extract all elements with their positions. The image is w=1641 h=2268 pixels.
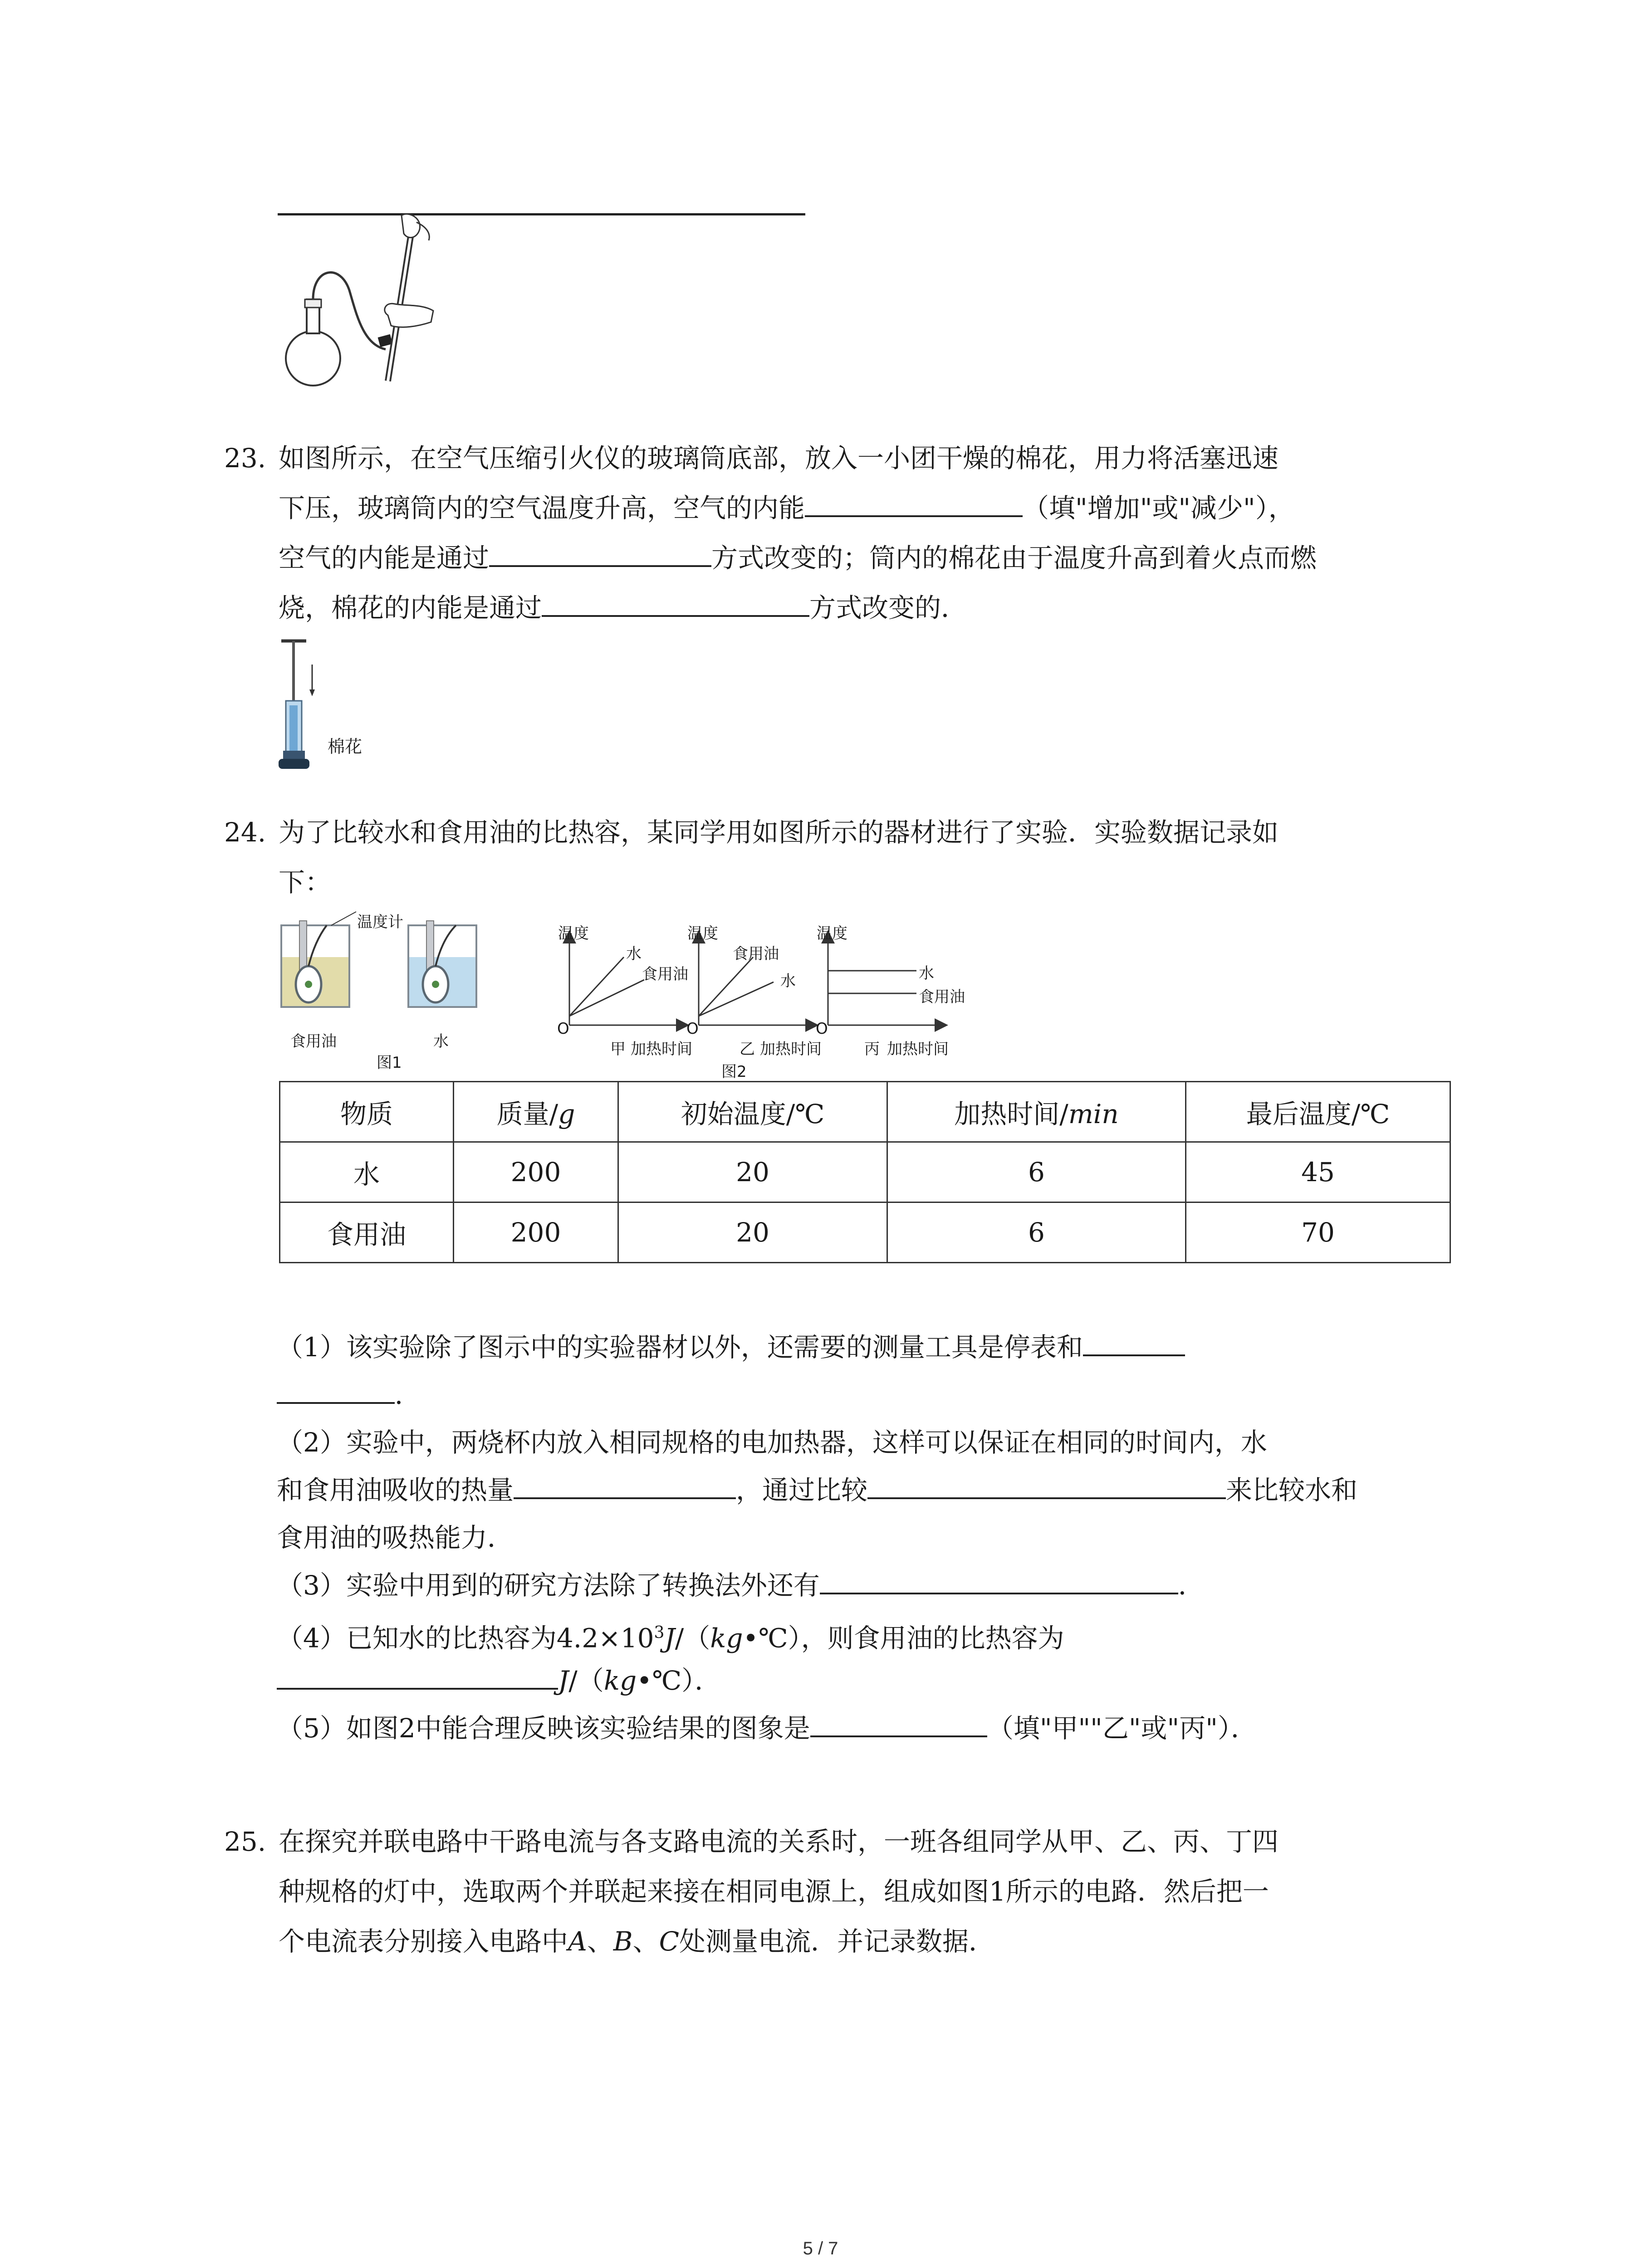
unit-kg: kg	[603, 1665, 637, 1696]
separator: 、	[632, 1926, 659, 1957]
graph-yi-oil-line	[699, 957, 753, 1016]
graph-bing-ylabel: 温度	[817, 924, 847, 943]
q25-line-1: 在探究并联电路中干路电流与各支路电流的关系时，一班各组同学从甲、乙、丙、丁四	[279, 1826, 1279, 1857]
thermometer-label: 温度计	[357, 913, 403, 931]
answer-blank[interactable]	[489, 537, 711, 567]
answer-blank[interactable]	[514, 1469, 736, 1499]
table-cell: 200	[454, 1202, 618, 1263]
q23-line-2-text: 下压，玻璃筒内的空气温度升高，空气的内能	[279, 493, 805, 523]
q24-line-1: 为了比较水和食用油的比热容，某同学用如图所示的器材进行了实验．实验数据记录如	[279, 817, 1279, 848]
table-cell: 6	[887, 1142, 1186, 1202]
graph-jia-xlabel: 加热时间	[631, 1040, 692, 1058]
q23-line-2	[279, 483, 1295, 533]
q25-line-3	[279, 1916, 995, 1966]
oil-label: 食用油	[290, 1032, 337, 1051]
q23-line-1: 如图所示，在空气压缩引火仪的玻璃筒底部，放入一小团干燥的棉花，用力将活塞迅速	[279, 443, 1279, 474]
sub-question-4-cont	[277, 1656, 721, 1706]
unit-sep: /（	[568, 1665, 604, 1696]
answer-blank[interactable]	[1083, 1326, 1185, 1356]
graph-yi-panel: 乙	[740, 1040, 755, 1058]
sub-question-2-text-mid: ，通过比较	[736, 1475, 868, 1505]
q25-line-3-text: 个电流表分别接入电路中	[279, 1926, 568, 1957]
table-row	[280, 1202, 1450, 1263]
graph-yi-water-line	[699, 982, 774, 1016]
q23-line-4-text-end: 方式改变的．	[809, 592, 968, 623]
unit-sep: /（	[675, 1623, 710, 1654]
sub-question-1-end: ．	[395, 1379, 421, 1410]
table-header-row	[280, 1082, 1450, 1142]
water-label: 水	[433, 1032, 449, 1051]
graph-bing-origin: O	[816, 1020, 828, 1038]
graph-jia-water-label: 水	[626, 945, 642, 963]
table-cell: 食用油	[280, 1202, 454, 1263]
sub-question-2-text-end: 来比较水和	[1226, 1475, 1358, 1505]
unit-j: J	[558, 1665, 569, 1696]
q25-line-2: 种规格的灯中，选取两个并联起来接在相同电源上，组成如图1所示的电路．然后把一	[279, 1876, 1269, 1907]
q24-line-2: 下：	[279, 867, 332, 898]
graph-jia-panel: 甲	[610, 1040, 626, 1058]
answer-blank[interactable]	[542, 587, 809, 617]
answer-blank[interactable]	[277, 1660, 558, 1690]
table-cell: 6	[887, 1202, 1186, 1263]
graph-jia-ylabel: 温度	[558, 924, 589, 943]
cotton-label: 棉花	[328, 737, 362, 757]
table-header-cell: 加热时间/min	[887, 1082, 1186, 1142]
graph-yi-ylabel: 温度	[687, 924, 718, 943]
question-25	[224, 1817, 1458, 1966]
sub-question-3-end: ．	[1178, 1570, 1205, 1601]
page-number: 5 / 7	[803, 2239, 838, 2258]
answer-blank[interactable]	[867, 1469, 1226, 1499]
table-row	[280, 1142, 1450, 1202]
sub-question-2: （2）实验中，两烧杯内放入相同规格的电加热器，这样可以保证在相同的时间内，水	[277, 1427, 1267, 1458]
answer-blank[interactable]	[810, 1707, 987, 1737]
figure-1-caption: 图1	[377, 1054, 402, 1072]
table-cell: 20	[618, 1142, 887, 1202]
question-23	[224, 433, 1458, 633]
sub-question-4	[277, 1608, 1064, 1663]
point-c: C	[659, 1926, 679, 1957]
sub-question-5-text: （5）如图2中能合理反映该实验结果的图象是	[277, 1713, 810, 1744]
unit-j: J	[664, 1623, 675, 1654]
figure-2-caption: 图2	[721, 1063, 747, 1081]
graph-bing-water-label: 水	[919, 964, 934, 982]
sub-question-5	[277, 1703, 1257, 1753]
q23-line-3-text: 空气的内能是通过	[279, 543, 490, 573]
sub-question-4-text-end: •℃），则食用油的比热容为	[743, 1623, 1064, 1654]
table-cell: 45	[1186, 1142, 1450, 1202]
table-cell: 200	[454, 1142, 618, 1202]
question-24	[224, 807, 1458, 907]
table-header-cell: 初始温度/℃	[618, 1082, 887, 1142]
flask-pump-figure	[272, 213, 481, 395]
exponent: 3	[654, 1623, 665, 1642]
table-header-cell: 质量/g	[454, 1082, 618, 1142]
answer-blank[interactable]	[820, 1564, 1178, 1594]
experiment-data-table	[279, 1081, 1451, 1263]
sub-question-4-text: （4）已知水的比热容为4.2×10	[277, 1623, 654, 1654]
sub-question-2-line-2	[277, 1465, 1357, 1515]
sub-question-5-end: （填"甲""乙"或"丙"）．	[987, 1713, 1257, 1744]
q23-line-3	[279, 533, 1317, 583]
table-cell: 水	[280, 1142, 454, 1202]
separator: 、	[587, 1926, 613, 1957]
graph-bing-panel: 丙	[864, 1040, 880, 1058]
graph-yi-water-label: 水	[780, 972, 796, 990]
question-number: 24.	[224, 817, 266, 848]
table-cell: 20	[618, 1202, 887, 1263]
sub-question-1	[277, 1322, 1185, 1372]
answer-blank[interactable]	[277, 1374, 395, 1404]
graph-bing-xlabel: 加热时间	[887, 1040, 949, 1058]
sub-question-3-text: （3）实验中用到的研究方法除了转换法外还有	[277, 1570, 820, 1601]
q23-line-3-text-end: 方式改变的；筒内的棉花由于温度升高到着火点而燃	[711, 543, 1317, 573]
graph-jia-oil-line	[569, 980, 644, 1016]
sub-question-1-cont	[277, 1370, 421, 1420]
point-a: A	[568, 1926, 587, 1957]
unit-kg: kg	[710, 1623, 743, 1654]
q25-line-3-text-end: 处测量电流．并记录数据．	[679, 1926, 995, 1957]
question-24-subparts	[277, 1322, 1456, 1776]
q23-line-2-text-end: （填"增加"或"减少"），	[1023, 493, 1295, 523]
question-number: 25.	[224, 1826, 266, 1857]
graph-jia-origin: O	[557, 1020, 569, 1038]
graph-jia-oil-label: 食用油	[642, 965, 688, 983]
sub-question-4-end: •℃）．	[637, 1665, 721, 1696]
q23-line-4-text: 烧，棉花的内能是通过	[279, 592, 542, 623]
graph-yi-xlabel: 加热时间	[760, 1040, 822, 1058]
graph-bing-oil-label: 食用油	[919, 988, 965, 1006]
sub-question-3	[277, 1560, 1205, 1610]
graph-jia-water-line	[569, 957, 624, 1016]
point-b: B	[613, 1926, 633, 1957]
question-number: 23.	[224, 443, 266, 474]
sub-question-2-line-3: 食用油的吸热能力．	[277, 1522, 514, 1553]
sub-question-2-text: 和食用油吸收的热量	[277, 1475, 514, 1505]
q23-line-4	[279, 583, 967, 633]
graph-yi-oil-label: 食用油	[733, 945, 779, 963]
table-header-cell: 物质	[280, 1082, 454, 1142]
graph-yi-origin: O	[686, 1020, 699, 1038]
table-cell: 70	[1186, 1202, 1450, 1263]
table-header-cell: 最后温度/℃	[1186, 1082, 1450, 1142]
answer-blank[interactable]	[805, 487, 1023, 517]
sub-question-1-text: （1）该实验除了图示中的实验器材以外，还需要的测量工具是停表和	[277, 1332, 1083, 1363]
